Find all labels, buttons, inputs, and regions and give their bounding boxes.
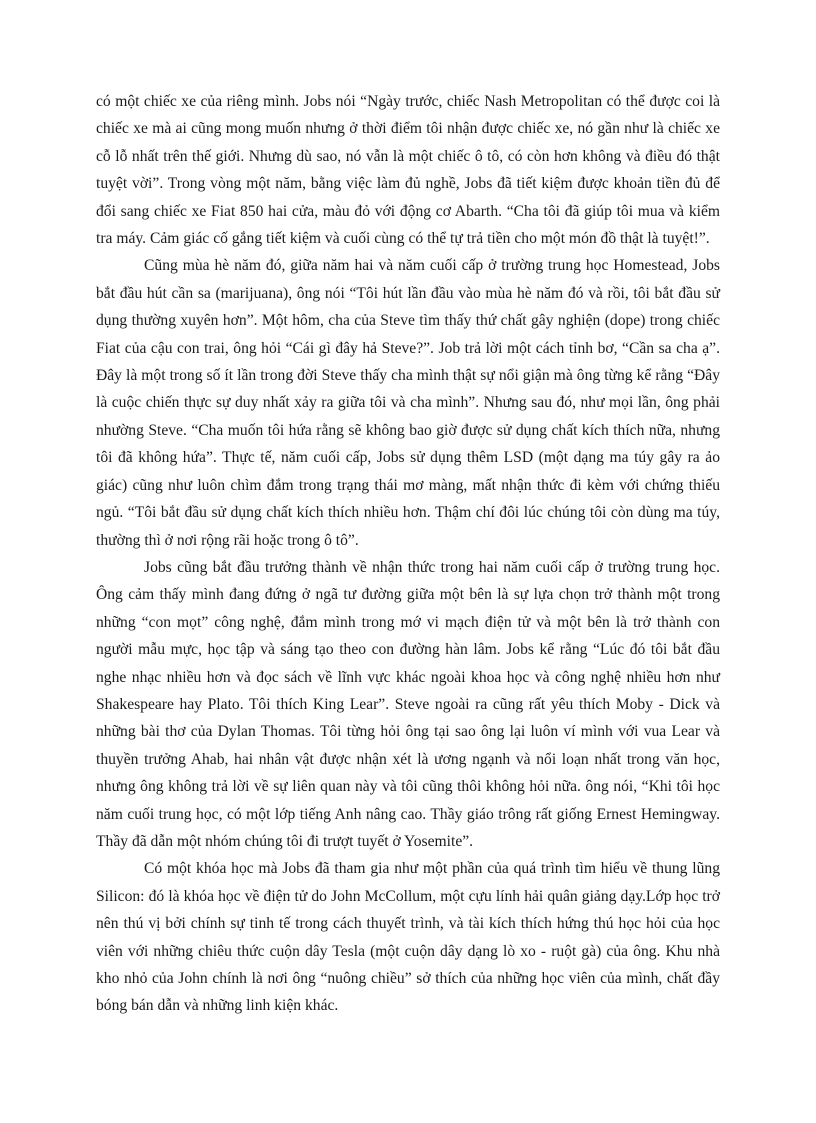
document-body [96,88,720,1020]
paragraph-1: có một chiếc xe của riêng mình. Jobs nói “Ngày trước, chiếc Nash Metropolitan có thể được coi là chiếc xe mà ai cũng mong muốn nhưng ở thời điểm tôi nhận được chiếc xe, nó gần như là chiếc xe cỗ lỗ nhất trên thế giới. Nhưng dù sao, nó vẫn là một chiếc ô tô, có còn hơn không và điều đó thật tuyệt vời”. Trong vòng một năm, bằng việc làm đủ nghề, Jobs đã tiết kiệm được khoản tiền đủ để đổi sang chiếc xe Fiat 850 hai cửa, màu đỏ với động cơ Abarth. “Cha tôi đã giúp tôi mua và kiểm tra máy. Cảm giác cố gắng tiết kiệm và cuối cùng có thể tự trả tiền cho một món đồ thật là tuyệt!”. [96,93,720,248]
paragraph-2: Cũng mùa hè năm đó, giữa năm hai và năm cuối cấp ở trường trung học Homestead, Jobs bắt đầu hút cần sa (marijuana), ông nói “Tôi hút lần đầu vào mùa hè năm đó và rồi, tôi bắt đầu sử dụng thường xuyên hơn”. Một hôm, cha của Steve tìm thấy thứ chất gây nghiện (dope) trong chiếc Fiat của cậu con trai, ông hỏi “Cái gì đây hả Steve?”. Job trả lời một cách tỉnh bơ, “Cần sa cha ạ”. Đây là một trong số ít lần trong đời Steve thấy cha mình thật sự nổi giận mà ông từng kể rằng “Đây là cuộc chiến thực sự duy nhất xảy ra giữa tôi và cha mình”. Nhưng sau đó, như mọi lần, ông phải nhường Steve. “Cha muốn tôi hứa rằng sẽ không bao giờ được sử dụng chất kích thích nữa, nhưng tôi đã không hứa”. Thực tế, năm cuối cấp, Jobs sử dụng thêm LSD (một dạng ma túy gây ra ảo giác) cũng như luôn chìm đắm trong trạng thái mơ màng, mất nhận thức đi kèm với chứng thiếu ngủ. “Tôi bắt đầu sử dụng chất kích thích nhiều hơn. Thậm chí đôi lúc chúng tôi còn dùng ma túy, thường thì ở nơi rộng rãi hoặc trong ô tô”. [96,257,720,549]
paragraph-3: Jobs cũng bắt đầu trưởng thành về nhận thức trong hai năm cuối cấp ở trường trung học. Ông cảm thấy mình đang đứng ở ngã tư đường giữa một bên là sự lựa chọn trở thành một trong những “con mọt” công nghệ, đắm mình trong mớ vi mạch điện tử và một bên là trở thành con người mẫu mực, học tập và sáng tạo theo con đường hàn lâm. Jobs kể rằng “Lúc đó tôi bắt đầu nghe nhạc nhiều hơn và đọc sách về lĩnh vực khác ngoài khoa học và công nghệ nhiều hơn như Shakespeare hay Plato. Tôi thích King Lear”. Steve ngoài ra cũng rất yêu thích Moby - Dick và những bài thơ của Dylan Thomas. Tôi từng hỏi ông tại sao ông lại luôn ví mình với vua Lear và thuyền trưởng Ahab, hai nhân vật được nhận xét là ương ngạnh và nổi loạn nhất trong văn học, nhưng ông không trả lời về sự liên quan này và tôi cũng thôi không hỏi nữa. ông nói, “Khi tôi học năm cuối trung học, có một lớp tiếng Anh nâng cao. Thầy giáo trông rất giống Ernest Hemingway. Thầy đã dẫn một nhóm chúng tôi đi trượt tuyết ở Yosemite”. [96,558,720,850]
paragraph-4: Có một khóa học mà Jobs đã tham gia như một phần của quá trình tìm hiểu về thung lũng Silicon: đó là khóa học về điện tử do John McCollum, một cựu lính hải quân giảng dạy.Lớp học trở nên thú vị bởi chính sự tinh tế trong cách thuyết trình, và tài kích thích hứng thú học hỏi của học viên với những chiêu thức cuộn dây Tesla (một cuộn dây dạng lò xo - ruột gà) của ông. Khu nhà kho nhỏ của John chính là nơi ông “nuông chiều” sở thích của những học viên của mình, chất đầy bóng bán dẫn và những linh kiện khác. [96,860,720,1015]
